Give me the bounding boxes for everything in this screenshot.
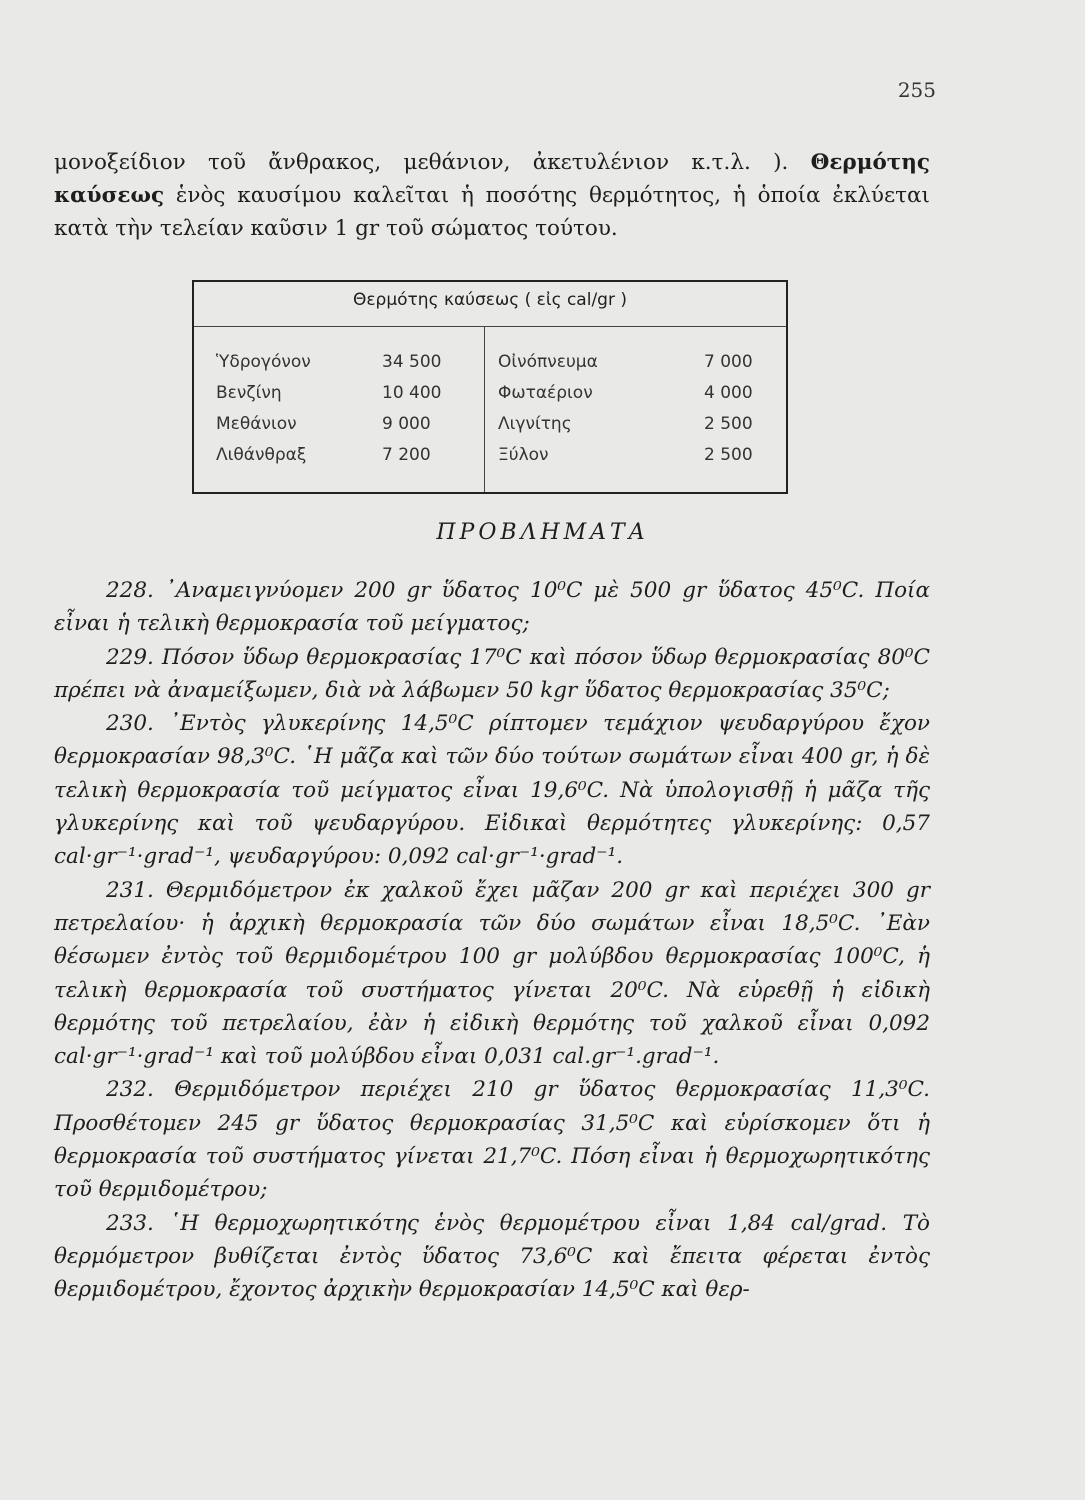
- problem-text: ᾿Εντὸς γλυκερίνης 14,5⁰C ρίπτομεν τεμάχιον ψευδαργύρου ἔχον θερμοκρασίαν 98,3⁰C. ῾Η μᾶζα καὶ τῶν δύο τούτων σωμάτων εἶναι 400 gr, ἡ δὲ τελικὴ θερμοκρασία τοῦ μείγματος εἶναι 19,6⁰C. Νὰ ὑπολογισθῇ ἡ μᾶζα τῆς γλυκερίνης καὶ τοῦ ψευδαργύρου. Εἰδικαὶ θερμότητες γλυκερίνης: 0,57 cal·gr⁻¹·grad⁻¹, ψευδαργύρου: 0,092 cal·gr⁻¹·grad⁻¹.: [54, 711, 930, 870]
- fuel-name: Βενζίνη: [216, 383, 282, 403]
- fuel-name: Ξύλον: [498, 445, 549, 465]
- problem-number: 233.: [106, 1210, 154, 1236]
- fuel-name: Οἰνόπνευμα: [498, 352, 598, 372]
- problem-number: 229.: [106, 644, 154, 670]
- page-number: 255: [897, 78, 936, 102]
- fuel-name: Λιγνίτης: [498, 414, 572, 434]
- fuel-name: Μεθάνιον: [216, 414, 297, 434]
- fuel-value: 34 500: [382, 352, 442, 372]
- intro-paragraph: [54, 146, 930, 245]
- problem-number: 230.: [106, 711, 154, 737]
- table-row: [194, 410, 786, 441]
- fuel-value: 4 000: [704, 383, 753, 403]
- problem-number: 228.: [106, 578, 154, 603]
- heat-of-combustion-table: [192, 280, 788, 494]
- problem-text: Θερμιδόμετρον ἐκ χαλκοῦ ἔχει μᾶζαν 200 gr καὶ περιέχει 300 gr πετρελαίου· ἡ ἀρχικὴ θερμοκρασία τῶν δύο σωμάτων εἶναι 18,5⁰C. ᾿Εὰν θέσωμεν ἐντὸς τοῦ θερμιδομέτρου 100 gr μολύβδου θερμοκρασίας 100⁰C, ἡ τελικὴ θερμοκρασία τοῦ συστήματος γίνεται 20⁰C. Νὰ εὑρεθῇ ἡ εἰδικὴ θερμότης τοῦ πετρελαίου, ἐὰν ἡ εἰδικὴ θερμότης τοῦ χαλκοῦ εἶναι 0,092 cal·gr⁻¹·grad⁻¹ καὶ τοῦ μολύβδου εἶναι 0,031 cal.gr⁻¹.grad⁻¹.: [54, 877, 930, 1070]
- table-header-rule: [194, 326, 786, 327]
- fuel-value: 2 500: [704, 414, 753, 434]
- fuel-name: Λιθάνθραξ: [216, 445, 307, 465]
- table-row: [194, 379, 786, 410]
- problem-item: [54, 707, 930, 873]
- fuel-value: 2 500: [704, 445, 753, 465]
- term-heat-of-combustion: Θερμότης καύσεως: [54, 150, 930, 208]
- fuel-value: 10 400: [382, 383, 442, 403]
- intro-text-start: μονοξείδιον τοῦ ἄνθρακος, μεθάνιον, ἀκετυλένιον κ.τ.λ. ).: [54, 150, 811, 175]
- problem-item: [54, 874, 930, 1074]
- intro-text-end: ἑνὸς καυσίμου καλεῖται ἡ ποσότης θερμότητος, ἡ ὁποία ἐκλύεται κατὰ τὴν τελείαν καῦσιν 1 gr τοῦ σώματος τούτου.: [54, 183, 930, 241]
- problem-text: Πόσον ὕδωρ θερμοκρασίας 17⁰C καὶ πόσον ὕδωρ θερμοκρασίας 80⁰C πρέπει νὰ ἀναμείξωμεν, διὰ νὰ λάβωμεν 50 kgr ὕδατος θερμοκρασίας 35⁰C;: [54, 644, 930, 703]
- problem-text: ῾Η θερμοχωρητικότης ἑνὸς θερμομέτρου εἶναι 1,84 cal/grad. Τὸ θερμόμετρον βυθίζεται ἐντὸς ὕδατος 73,6⁰C καὶ ἔπειτα φέρεται ἐντὸς θερμιδομέτρου, ἔχοντος ἀρχικὴν θερμοκρασίαν 14,5⁰C καὶ θερ-: [54, 1210, 930, 1303]
- fuel-value: 7 000: [704, 352, 753, 372]
- problem-text: ᾿Αναμειγνύομεν 200 gr ὕδατος 10⁰C μὲ 500 gr ὕδατος 45⁰C. Ποία εἶναι ἡ τελικὴ θερμοκρασία τοῦ μείγματος;: [54, 578, 930, 637]
- table-row: [194, 348, 786, 379]
- problem-number: 232.: [106, 1077, 154, 1103]
- fuel-name: Ὑδρογόνον: [216, 352, 311, 372]
- section-heading-problems: ΠΡΟΒΛΗΜΑΤΑ: [436, 520, 649, 545]
- table-title: Θερμότης καύσεως ( εἰς cal/gr ): [352, 290, 627, 310]
- problems-list: [54, 574, 930, 1307]
- fuel-value: 7 200: [382, 445, 431, 465]
- fuel-value: 9 000: [382, 414, 431, 434]
- problem-item: [54, 1207, 930, 1307]
- problem-item: [54, 1073, 930, 1206]
- problem-item: [54, 641, 930, 708]
- problem-text: Θερμιδόμετρον περιέχει 210 gr ὕδατος θερμοκρασίας 11,3⁰C. Προσθέτομεν 245 gr ὕδατος θερμοκρασίας 31,5⁰C καὶ εὑρίσκομεν ὅτι ἡ θερμοκρασία τοῦ συστήματος γίνεται 21,7⁰C. Πόση εἶναι ἡ θερμοχωρητικότης τοῦ θερμιδομέτρου;: [54, 1077, 930, 1203]
- problem-number: 231.: [106, 877, 154, 903]
- problem-item: [54, 574, 930, 641]
- table-body: [194, 348, 786, 472]
- fuel-name: Φωταέριον: [498, 383, 593, 403]
- table-row: [194, 441, 786, 472]
